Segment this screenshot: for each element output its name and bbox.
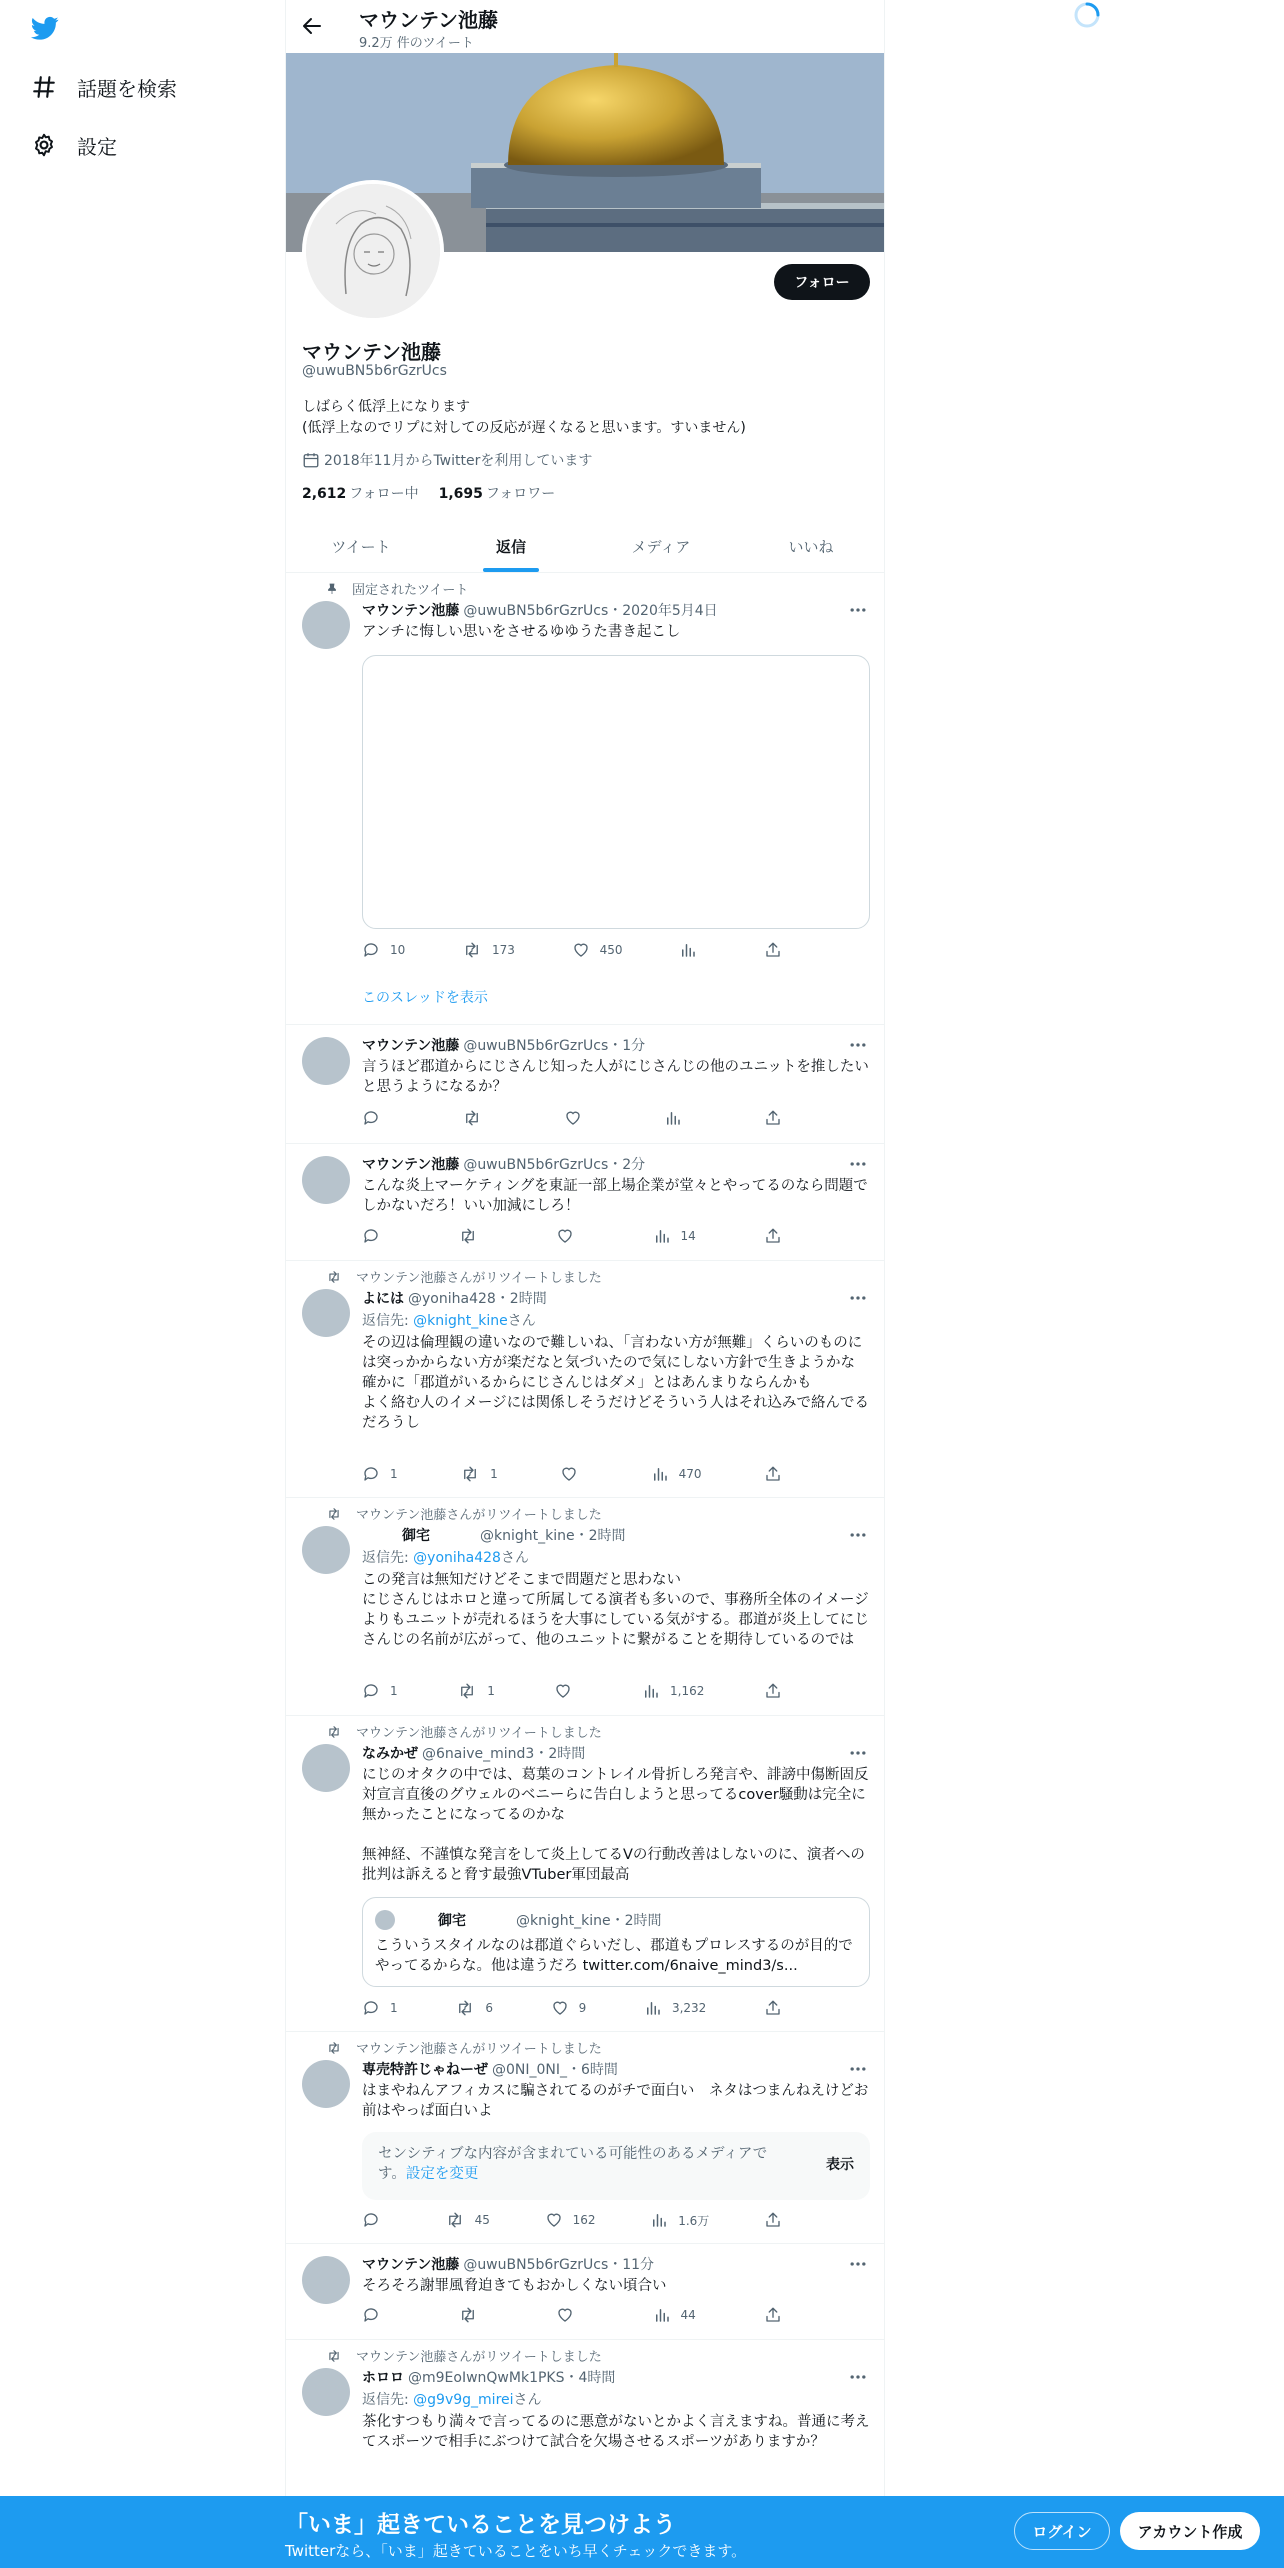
- like-button[interactable]: [551, 1999, 587, 2017]
- retweet-context: [326, 1504, 602, 1523]
- more-options-icon[interactable]: [848, 2367, 868, 2387]
- tweet-actions: [362, 1109, 792, 1127]
- views-count: 14: [680, 1229, 696, 1243]
- reply-count: 1: [390, 1467, 398, 1481]
- tweet-header: [362, 2254, 654, 2274]
- tweet-actions: [362, 2306, 792, 2324]
- retweet-context-label: マウンテン池藤さんがリツイートしました: [356, 1726, 602, 1741]
- profile-bio: [302, 397, 746, 439]
- more-options-icon[interactable]: [848, 1525, 868, 1545]
- views-button[interactable]: [653, 1227, 696, 1245]
- views-chart-icon: [653, 2306, 671, 2324]
- main-column: [285, 0, 885, 2568]
- avatar[interactable]: [302, 1037, 350, 1085]
- calendar-icon: [302, 451, 320, 469]
- tweet[interactable]: [286, 2244, 885, 2340]
- avatar[interactable]: [302, 2256, 350, 2304]
- like-count: 9: [578, 2001, 587, 2015]
- profile-header-bar: [286, 0, 885, 53]
- nav-settings-label: 設定: [77, 134, 117, 159]
- retweet-icon: [460, 1465, 480, 1483]
- reply-suffix: さん: [513, 2392, 542, 2408]
- retweet-count: 1: [487, 1684, 495, 1698]
- reply-icon: [362, 2306, 380, 2324]
- reply-icon: [362, 2211, 380, 2229]
- pinned-label: 固定されたツイート: [352, 583, 469, 598]
- author-meta: @uwuBN5b6rGzrUcs・2分: [463, 1157, 646, 1173]
- share-button[interactable]: [764, 1109, 792, 1127]
- author-meta: @uwuBN5b6rGzrUcs・2020年5月4日: [463, 603, 718, 619]
- author-meta: @m9EoIwnQwMk1PKS・4時間: [408, 2370, 616, 2386]
- retweet-icon: [455, 1999, 475, 2017]
- retweet-context-icon: [326, 2041, 342, 2055]
- author-meta: @uwuBN5b6rGzrUcs・1分: [463, 1038, 646, 1054]
- tweet-retweeted[interactable]: [286, 2032, 885, 2244]
- like-button[interactable]: [556, 1227, 584, 1245]
- heart-icon: [560, 1465, 578, 1483]
- reply-count: 1: [390, 2001, 398, 2015]
- reply-to-link[interactable]: @g9v9g_mirei: [413, 2392, 514, 2408]
- header-title: マウンテン池藤: [359, 8, 498, 32]
- tweet-text: にじのオタクの中では、葛葉のコントレイル骨折しろ発言や、誹謗中傷断固反対宣言直後のグウェルのベニーらに告白しようと思ってるcover騒動は完全に無かったことになってるのかな 無神経、不謹慎な発言をして炎上してるVの行動改善はしないのに、演者への批判は訴えると脅す最強VTuber軍団最高: [362, 1767, 869, 1883]
- retweet-context-icon: [326, 1725, 342, 1739]
- tab-replies-label: 返信: [495, 537, 526, 556]
- tweet-pinned[interactable]: [286, 573, 885, 1025]
- retweet-icon: [457, 1682, 477, 1700]
- retweet-button[interactable]: [455, 1999, 493, 2017]
- retweet-button[interactable]: [457, 1682, 495, 1700]
- more-options-icon[interactable]: [848, 600, 868, 620]
- tweet-text: アンチに悔しい思いをさせるゆゆうた書き起こし: [362, 624, 681, 640]
- show-thread-link[interactable]: このスレッドを表示: [362, 990, 488, 1006]
- views-count: 1.6万: [678, 2213, 710, 2228]
- reply-icon: [362, 1227, 380, 1245]
- tweet-header: [362, 1743, 585, 1763]
- signup-button[interactable]: アカウント作成: [1120, 2512, 1260, 2550]
- reply-button[interactable]: [362, 1682, 398, 1700]
- following-label: フォロー中: [349, 486, 419, 502]
- tweet-text: 言うほど郡道からにじさんじ知った人がにじさんじの他のユニットを推したいと思うようになるか？: [362, 1059, 869, 1095]
- more-options-icon[interactable]: [848, 2059, 868, 2079]
- tweet-retweeted[interactable]: [286, 1261, 885, 1498]
- tweet-header: [362, 1154, 645, 1174]
- avatar[interactable]: [302, 2368, 350, 2416]
- like-button[interactable]: [564, 1109, 592, 1127]
- tweet-text: その辺は倫理観の違いなので難しいね、「言わない方が無難」くらいのものには突っかからない方が楽だなと気づいたので気にしない方針で生きようかな 確かに「郡道がいるからにじさんじはダメ」とはあんまりならんかも よく絡む人のイメージには関係しそうだけどそういう人はそれ込みで絡んでるだろうし: [362, 1335, 870, 1431]
- retweet-icon: [458, 1227, 478, 1245]
- retweet-button[interactable]: [445, 2211, 490, 2229]
- views-count: 3,232: [671, 2001, 707, 2015]
- heart-icon: [556, 2306, 574, 2324]
- like-button[interactable]: [554, 1682, 582, 1700]
- retweet-count: 45: [474, 2213, 490, 2227]
- share-button[interactable]: [764, 1465, 792, 1483]
- avatar[interactable]: [302, 601, 350, 649]
- views-button[interactable]: [679, 941, 707, 959]
- views-button[interactable]: [650, 2211, 709, 2229]
- tweet-text: この発言は無知だけどそこまで問題だと思わない にじさんじはホロと違って所属してる演者も多いので、事務所全体のイメージよりもユニットが売れるほうを大事にしている気がする。郡道が炎上してにじさんじの名前が広がって、他のユニットに繋がることを期待しているのでは: [362, 1572, 869, 1648]
- following-link[interactable]: [302, 483, 419, 503]
- change-settings-link[interactable]: 設定を変更: [405, 2166, 479, 2182]
- reply-icon: [362, 1999, 380, 2017]
- like-button[interactable]: [545, 2211, 596, 2229]
- reply-suffix: さん: [507, 1313, 536, 1329]
- retweet-context: [326, 2346, 602, 2365]
- tweet-header: [362, 1035, 645, 1055]
- tweet-actions: [362, 941, 792, 959]
- reply-count: 10: [390, 943, 406, 957]
- retweet-context-icon: [326, 1270, 342, 1284]
- tab-media-label: メディア: [631, 537, 691, 556]
- retweet-button[interactable]: [462, 1109, 492, 1127]
- retweet-count: 6: [485, 2001, 493, 2015]
- author-meta: @yoniha428・2時間: [408, 1291, 547, 1307]
- like-button[interactable]: [560, 1465, 588, 1483]
- retweet-button[interactable]: [458, 1227, 488, 1245]
- profile-tabs: [286, 520, 885, 573]
- views-count: 44: [680, 2308, 696, 2322]
- author-name[interactable]: マウンテン池藤: [362, 1038, 460, 1054]
- signup-prompt-subtitle: Twitterなら、「いま」起きていることをいち早くチェックできます。: [285, 2542, 747, 2560]
- author-name[interactable]: ホロロ: [362, 2370, 404, 2386]
- hashtag-icon: [29, 72, 59, 102]
- tweet-media[interactable]: [362, 655, 870, 929]
- author-name[interactable]: マウンテン池藤: [362, 603, 460, 619]
- heart-icon: [551, 1999, 569, 2017]
- like-count: 162: [572, 2213, 596, 2227]
- reply-button[interactable]: [362, 941, 405, 959]
- avatar[interactable]: [302, 1156, 350, 1204]
- following-count: 2,612: [302, 486, 347, 502]
- avatar-sketch-image: [306, 184, 440, 318]
- tweet-header: [362, 600, 718, 620]
- reply-icon: [362, 1465, 380, 1483]
- avatar[interactable]: [302, 1744, 350, 1792]
- heart-icon: [545, 2211, 563, 2229]
- tweet-header: [362, 2367, 615, 2387]
- views-chart-icon: [664, 1109, 682, 1127]
- retweet-button[interactable]: [458, 2306, 488, 2324]
- heart-icon: [564, 1109, 582, 1127]
- nav-settings[interactable]: [29, 130, 117, 160]
- retweet-context-label: マウンテン池藤さんがリツイートしました: [356, 1508, 602, 1523]
- quote-author-meta: @knight_kine・2時間: [516, 1913, 662, 1929]
- quoted-tweet[interactable]: [362, 1897, 870, 1987]
- tab-likes-label: いいね: [788, 537, 834, 556]
- quote-avatar: [375, 1910, 395, 1930]
- retweet-context: [326, 2038, 602, 2057]
- views-chart-icon: [651, 1465, 669, 1483]
- views-chart-icon: [653, 1227, 671, 1245]
- pinned-context: [326, 579, 468, 598]
- share-icon: [764, 2306, 782, 2324]
- retweet-icon: [458, 2306, 478, 2324]
- tab-tweets[interactable]: [286, 520, 436, 572]
- like-button[interactable]: [572, 941, 623, 959]
- share-icon: [764, 1682, 782, 1700]
- retweet-count: 1: [490, 1467, 498, 1481]
- share-button[interactable]: [764, 941, 792, 959]
- quote-header: [403, 1910, 662, 1930]
- tweet-text: そろそろ謝罪風脅迫きてもおかしくない頃合い: [362, 2278, 667, 2294]
- retweet-button[interactable]: [460, 1465, 498, 1483]
- author-meta: @uwuBN5b6rGzrUcs・11分: [463, 2257, 655, 2273]
- tweet[interactable]: [286, 1025, 885, 1144]
- tab-replies[interactable]: [436, 520, 586, 572]
- retweet-context: [326, 1267, 602, 1286]
- reply-button[interactable]: [362, 1999, 398, 2017]
- share-button[interactable]: [764, 1999, 792, 2017]
- tweet-actions: [362, 1999, 792, 2017]
- tweet-text: 茶化すつもり満々で言ってるのに悪意がないとかよく言えますね。普通に考えてスポーツで相手にぶつけて試合を欠場させるスポーツがありますか？: [362, 2414, 870, 2450]
- reply-icon: [362, 941, 380, 959]
- bio-line-1: しばらく低浮上になります: [302, 399, 470, 415]
- signup-prompt-bar: [0, 2496, 1284, 2568]
- followers-label: フォロワー: [485, 486, 556, 502]
- twitter-logo-icon[interactable]: [29, 14, 61, 42]
- share-icon: [764, 2211, 782, 2229]
- share-icon: [764, 1999, 782, 2017]
- retweet-button[interactable]: [462, 941, 515, 959]
- retweet-context: [326, 1722, 602, 1741]
- tweet-header: [362, 1525, 626, 1545]
- tweet-header: [362, 1288, 547, 1308]
- tweet-retweeted[interactable]: [286, 1498, 885, 1716]
- like-button[interactable]: [556, 2306, 584, 2324]
- tweet-actions: [362, 1227, 792, 1245]
- sensitive-media-warning: [362, 2132, 870, 2200]
- retweet-icon: [462, 1109, 482, 1127]
- reply-to-line: [362, 1310, 536, 1330]
- pin-icon: [326, 582, 338, 596]
- author-meta: @0NI_0NI_・6時間: [492, 2062, 618, 2078]
- avatar[interactable]: [302, 1289, 350, 1337]
- sensitive-message: センシティブな内容が含まれている可能性のあるメディアです。: [378, 2146, 768, 2182]
- views-chart-icon: [642, 1682, 660, 1700]
- share-icon: [764, 1227, 782, 1245]
- author-name[interactable]: なみかぜ: [362, 1746, 418, 1762]
- reply-suffix: さん: [500, 1550, 529, 1566]
- views-chart-icon: [650, 2211, 668, 2229]
- tweet-actions: [362, 1682, 792, 1700]
- views-button[interactable]: [644, 1999, 706, 2017]
- more-options-icon[interactable]: [848, 1743, 868, 1763]
- more-options-icon[interactable]: [848, 2254, 868, 2274]
- reply-to-line: [362, 1547, 529, 1567]
- author-name[interactable]: マウンテン池藤: [362, 1157, 460, 1173]
- views-count: 470: [678, 1467, 702, 1481]
- nav-explore[interactable]: [29, 72, 177, 102]
- loading-spinner-icon: [1072, 0, 1102, 30]
- gear-icon: [29, 130, 59, 160]
- followers-link[interactable]: [439, 483, 556, 503]
- author-name[interactable]: よには: [362, 1291, 404, 1307]
- reply-button[interactable]: [362, 1109, 390, 1127]
- like-count: 450: [599, 943, 623, 957]
- reply-icon: [362, 1682, 380, 1700]
- nav-explore-label: 話題を検索: [77, 76, 177, 101]
- followers-count: 1,695: [438, 486, 483, 502]
- reply-button[interactable]: [362, 1465, 398, 1483]
- login-button[interactable]: ログイン: [1014, 2512, 1110, 2550]
- views-button[interactable]: [642, 1682, 704, 1700]
- profile-name: マウンテン池藤: [302, 340, 441, 364]
- reply-button[interactable]: [362, 2306, 390, 2324]
- tab-tweets-label: ツイート: [331, 537, 391, 556]
- quote-text: こういうスタイルなのは郡道ぐらいだし、郡道もプロレスするのが目的でやってるからな。他は違うだろ twitter.com/6naive_mind3/s...: [375, 1938, 853, 1974]
- profile-stats: [302, 483, 575, 503]
- avatar[interactable]: [302, 1526, 350, 1574]
- signup-prompt-title: 「いま」起きていることを見つけよう: [285, 2512, 676, 2538]
- reply-count: 1: [390, 1684, 398, 1698]
- avatar[interactable]: [302, 2060, 350, 2108]
- tweet-actions: [362, 2211, 792, 2229]
- sensitive-text: [378, 2144, 778, 2184]
- tab-active-indicator: [483, 568, 539, 572]
- reply-icon: [362, 1109, 380, 1127]
- profile-handle: @uwuBN5b6rGzrUcs: [302, 363, 447, 379]
- retweet-context-label: マウンテン池藤さんがリツイートしました: [356, 2042, 602, 2057]
- author-name[interactable]: 御宅: [402, 1528, 430, 1544]
- retweet-icon: [445, 2211, 465, 2229]
- tweet-actions: [362, 1465, 792, 1483]
- tweet-header: [362, 2059, 618, 2079]
- share-icon: [764, 941, 782, 959]
- reply-to-link[interactable]: @yoniha428: [413, 1550, 501, 1566]
- share-button[interactable]: [764, 2211, 792, 2229]
- share-button[interactable]: [764, 2306, 792, 2324]
- author-meta: @6naive_mind3・2時間: [422, 1746, 586, 1762]
- reply-prefix: 返信先:: [362, 1313, 414, 1329]
- more-options-icon[interactable]: [848, 1288, 868, 1308]
- profile-avatar[interactable]: [302, 180, 444, 322]
- views-button[interactable]: [651, 1465, 702, 1483]
- retweet-context-icon: [326, 2349, 342, 2363]
- more-options-icon[interactable]: [848, 1154, 868, 1174]
- retweet-count: 173: [492, 943, 515, 957]
- share-icon: [764, 1109, 782, 1127]
- show-sensitive-button[interactable]: 表示: [826, 2157, 854, 2173]
- share-icon: [764, 1465, 782, 1483]
- tweet-retweeted[interactable]: [286, 1716, 885, 2032]
- bio-line-2: (低浮上なのでリプに対しての反応が遅くなると思います。すいません): [302, 420, 746, 436]
- follow-button[interactable]: フォロー: [774, 264, 870, 300]
- profile-joined: [302, 450, 592, 470]
- views-button[interactable]: [664, 1109, 692, 1127]
- reply-button[interactable]: [362, 2211, 390, 2229]
- retweet-context-label: マウンテン池藤さんがリツイートしました: [356, 1271, 602, 1286]
- views-button[interactable]: [653, 2306, 696, 2324]
- retweet-context-label: マウンテン池藤さんがリツイートしました: [356, 2350, 602, 2365]
- tab-media[interactable]: [586, 520, 736, 572]
- tweet-text: はまやねんアフィカスに騙されてるのがチで面白い ネタはつまんねえけどお前はやっぱ面白いよ: [362, 2083, 869, 2119]
- retweet-context-icon: [326, 1507, 342, 1521]
- author-name[interactable]: 専売特許じゃねーぜ: [362, 2062, 488, 2078]
- heart-icon: [572, 941, 590, 959]
- heart-icon: [554, 1682, 572, 1700]
- header-tweet-count: 9.2万 件のツイート: [359, 36, 474, 51]
- heart-icon: [556, 1227, 574, 1245]
- reply-button[interactable]: [362, 1227, 390, 1245]
- joined-text: 2018年11月からTwitterを利用しています: [324, 453, 593, 469]
- author-meta: @knight_kine・2時間: [480, 1528, 626, 1544]
- author-name[interactable]: マウンテン池藤: [362, 2257, 460, 2273]
- more-options-icon[interactable]: [848, 1035, 868, 1055]
- views-chart-icon: [644, 1999, 662, 2017]
- share-button[interactable]: [764, 1227, 792, 1245]
- retweet-icon: [462, 941, 482, 959]
- tweet[interactable]: [286, 1144, 885, 1261]
- share-button[interactable]: [764, 1682, 792, 1700]
- tweet-text: こんな炎上マーケティングを東証一部上場企業が堂々とやってるのなら問題でしかないだろ！いい加減にしろ！: [362, 1178, 868, 1214]
- views-chart-icon: [679, 941, 697, 959]
- reply-to-line: [362, 2389, 542, 2409]
- reply-to-link[interactable]: @knight_kine: [413, 1313, 508, 1329]
- reply-prefix: 返信先:: [362, 1550, 414, 1566]
- views-count: 1,162: [670, 1684, 705, 1698]
- quote-author-name: 御宅: [438, 1913, 466, 1929]
- reply-prefix: 返信先:: [362, 2392, 414, 2408]
- tab-likes[interactable]: [736, 520, 885, 572]
- back-arrow-icon[interactable]: [300, 14, 324, 38]
